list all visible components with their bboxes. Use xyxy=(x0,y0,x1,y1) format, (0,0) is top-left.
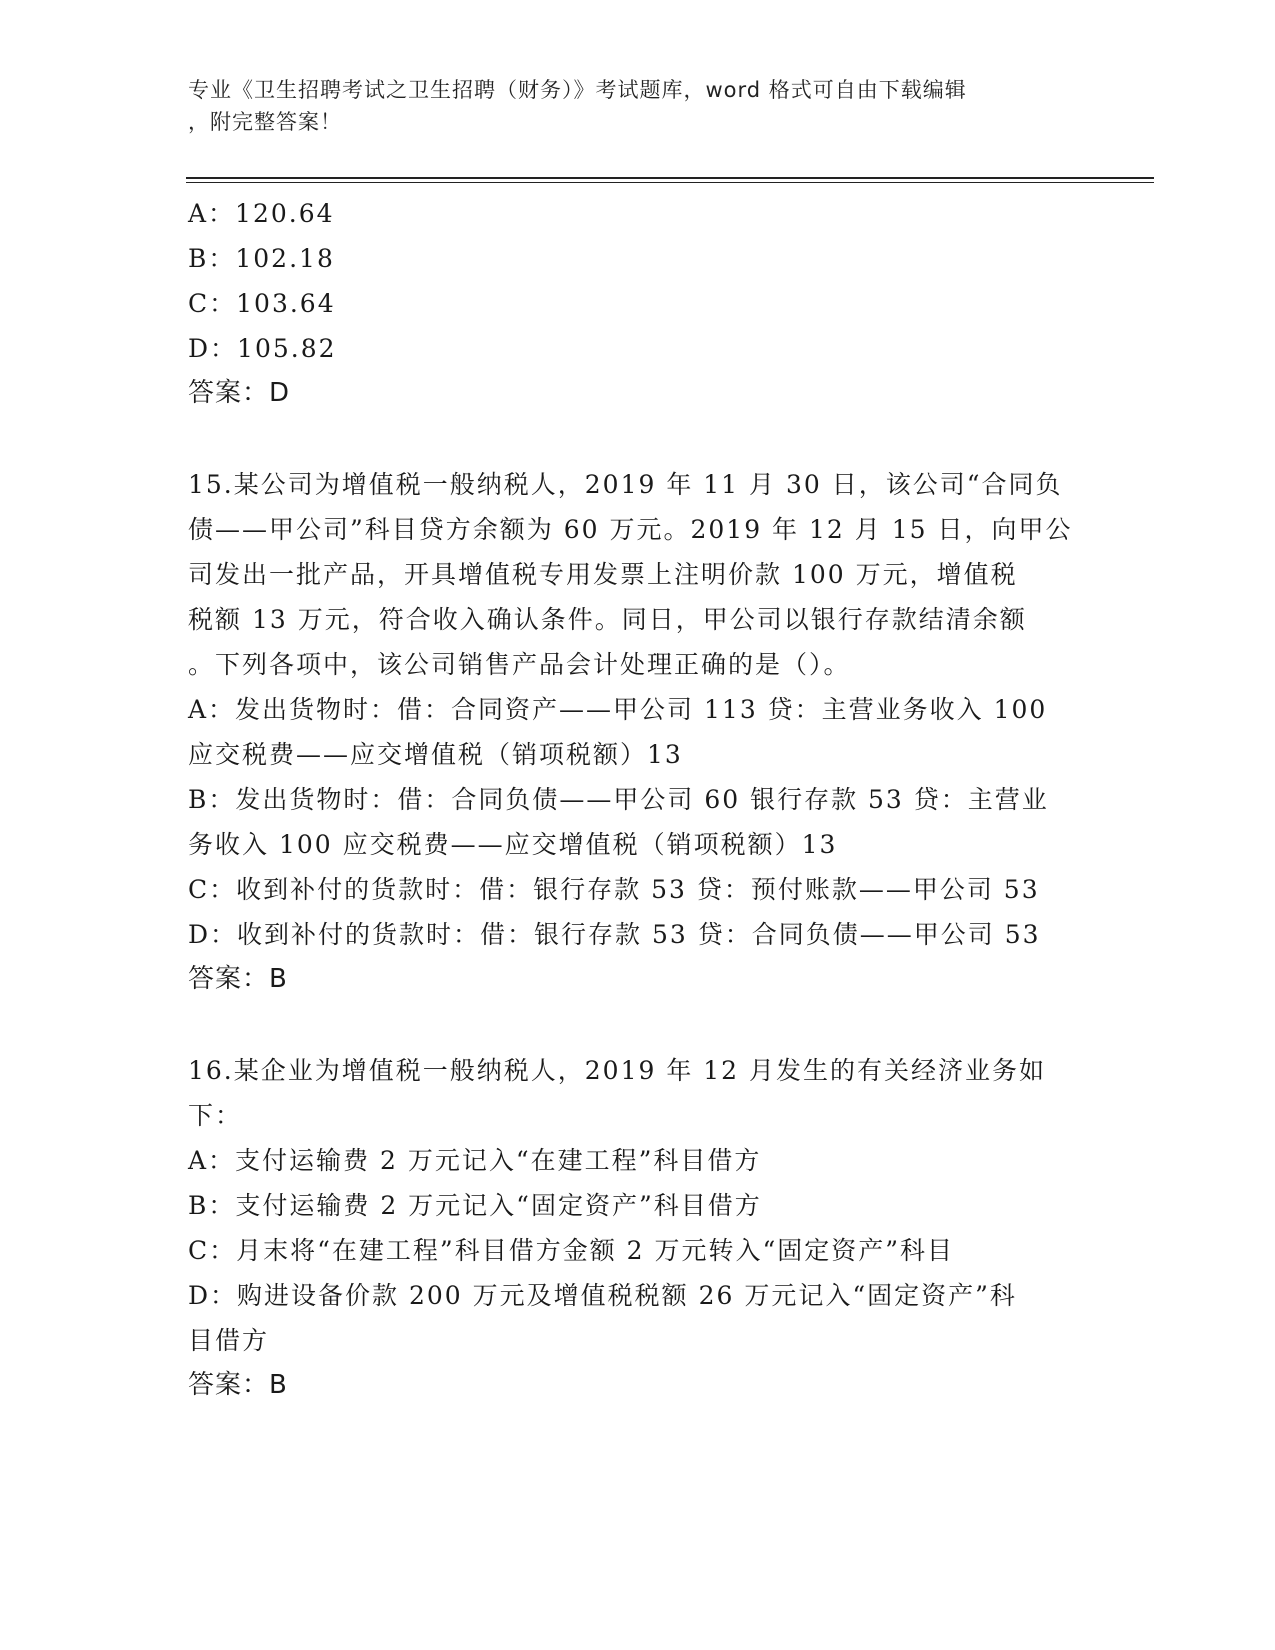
question-stem-line: 。下列各项中，该公司销售产品会计处理正确的是（）。 xyxy=(188,650,851,679)
option-a-continued: 应交税费——应交增值税（销项税额）13 xyxy=(188,740,683,769)
option-b: B：102.18 xyxy=(188,244,335,273)
question-stem-line: 15.某公司为增值税一般纳税人，2019 年 11 月 30 日，该公司“合同负 xyxy=(188,470,1063,499)
header-divider-thin xyxy=(186,182,1154,183)
spacer xyxy=(188,416,1088,462)
option-d-continued: 目借方 xyxy=(188,1326,270,1355)
answer-line: 答案：B xyxy=(188,964,288,994)
option-b-continued: 务收入 100 应交税费——应交增值税（销项税额）13 xyxy=(188,830,838,859)
option-c: C：月末将“在建工程”科目借方金额 2 万元转入“固定资产”科目 xyxy=(188,1236,955,1265)
question-14 xyxy=(188,191,1088,416)
option-d: D：105.82 xyxy=(188,334,337,363)
answer-line: 答案：D xyxy=(188,378,291,408)
option-b: B：发出货物时：借：合同负债——甲公司 60 银行存款 53 贷：主营业 xyxy=(188,785,1049,814)
document-header xyxy=(188,74,1068,138)
question-15 xyxy=(188,462,1088,1002)
question-stem-line: 债——甲公司”科目贷方余额为 60 万元。2019 年 12 月 15 日，向甲公 xyxy=(188,515,1073,544)
spacer xyxy=(188,1002,1088,1048)
option-a: A：120.64 xyxy=(188,199,335,228)
option-c: C：收到补付的货款时：借：银行存款 53 贷：预付账款——甲公司 53 xyxy=(188,875,1040,904)
answer-line: 答案：B xyxy=(188,1370,288,1400)
question-content xyxy=(188,191,1088,1408)
option-a: A：发出货物时：借：合同资产——甲公司 113 贷：主营业务收入 100 xyxy=(188,695,1048,724)
option-a: A：支付运输费 2 万元记入“在建工程”科目借方 xyxy=(188,1146,762,1175)
option-d: D：收到补付的货款时：借：银行存款 53 贷：合同负债——甲公司 53 xyxy=(188,920,1041,949)
option-b: B：支付运输费 2 万元记入“固定资产”科目借方 xyxy=(188,1191,762,1220)
question-stem-line: 下： xyxy=(188,1101,243,1130)
option-c: C：103.64 xyxy=(188,289,336,318)
header-line-2: ，附完整答案！ xyxy=(188,110,342,134)
header-divider-thick xyxy=(186,177,1154,179)
question-stem-line: 16.某企业为增值税一般纳税人，2019 年 12 月发生的有关经济业务如 xyxy=(188,1056,1047,1085)
question-stem-line: 税额 13 万元，符合收入确认条件。同日，甲公司以银行存款结清余额 xyxy=(188,605,1027,634)
question-stem-line: 司发出一批产品，开具增值税专用发票上注明价款 100 万元，增值税 xyxy=(188,560,1018,589)
question-16 xyxy=(188,1048,1088,1408)
header-line-1: 专业《卫生招聘考试之卫生招聘（财务）》考试题库，word 格式可自由下载编辑 xyxy=(188,78,967,102)
option-d: D：购进设备价款 200 万元及增值税税额 26 万元记入“固定资产”科 xyxy=(188,1281,1017,1310)
